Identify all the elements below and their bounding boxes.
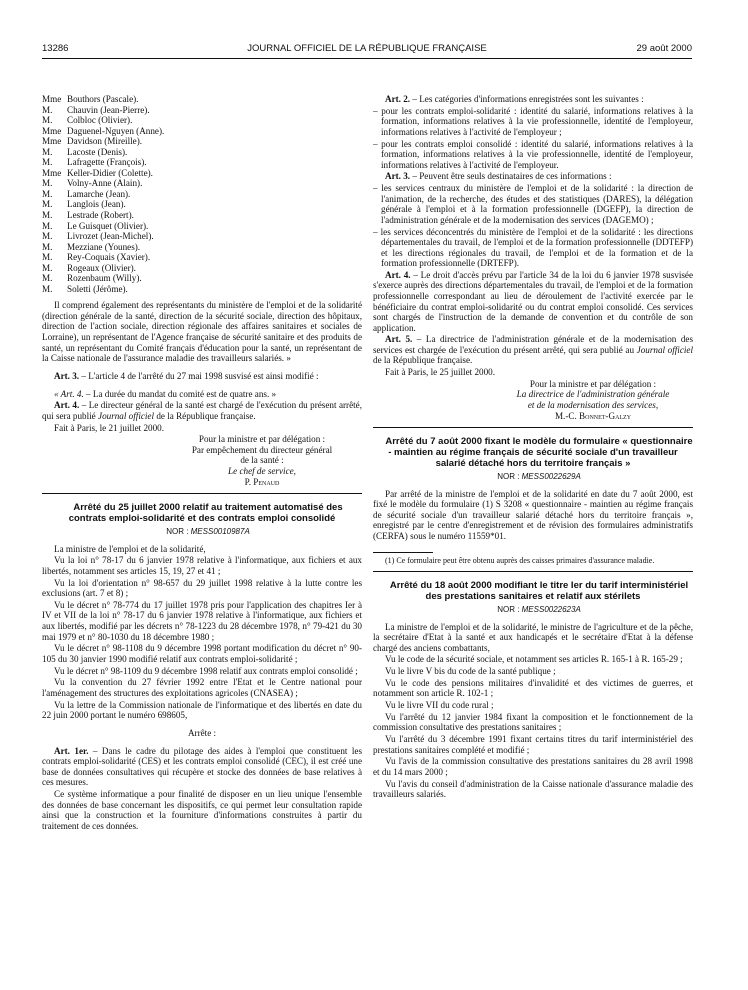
member-name: Lafragette (François). — [67, 157, 147, 168]
member-name: Lestrade (Robert). — [67, 210, 134, 221]
section-divider — [373, 571, 693, 572]
arrete-heading: Arrête : — [187, 727, 217, 738]
member-title: M. — [42, 252, 53, 263]
member-item — [42, 136, 362, 147]
member-item — [42, 147, 362, 158]
member-name: Volny-Anne (Alain). — [67, 178, 143, 189]
footnote: (1) Ce formulaire peut être obtenu auprès des caisses primaires d'assurance maladie. — [385, 555, 655, 565]
member-title: M. — [42, 178, 53, 189]
committee-composition-paragraph: Il comprend également des représentants du ministère de l'emploi et de la solidarité (direction générale de la santé, direction de la sécurité sociale, direction des hôpitaux, direction de l'action sociale, direction régionale des affaires sanitaires et sociales de Lorraine), un représentant de l'Agence française de sécurité sanitaire et des produits de santé, un représentant du Comité français d'éducation pour la santé, un représentant de la Caisse nationale de l'assurance maladie des travailleurs salariés. » — [42, 300, 362, 364]
committee-member-list — [42, 94, 362, 294]
left-column: Mme Bouthors (Pascale). M. Chauvin (Jean-Pierre). M. Colbloc (Olivier). Mme Daguenel-Nguyen (Anne). Mme Davidson (Mireille). M. Lacoste (Denis). M. Lafragette (François). Mme Keller-Didier (Colette). M. Volny-Anne (Alain). M. Lamarche (Jean). M. Langlois (Jean). M. Lestrade (Robert). M. Le Guisquet (Olivier). M. Livrozet (Jean-Michel). M. Mezziane (Younes). M. Rey-Coquais (Xavier). M. Rogeaux (Olivier). M. Rozenbaum (Willy). M. Soletti (Jérôme). Il comprend également des représentants du ministère de l'emploi et de la solidarité (direction générale de la santé, direction de la sécurité sociale, direction des hôpitaux, direction de l'action sociale, direction régionale des affaires sanitaires et sociales de Lorraine), un représentant de l'Agence française de sécurité sanitaire et des produits de santé, un représentant du Comité français d'éducation pour la santé, un représentant de la Caisse nationale de l'assurance maladie des travailleurs salariés. » Art. 3. – L'article 4 de l'arrêté du 27 mai 1998 susvisé est ainsi modifié : « Art. 4. – La durée du mandat du comité est de quatre ans. » Art. 4. – Le directeur général de la santé est chargé de l'exécution du présent arrêté, qui sera publié Journal officiel de la République française. Fait à Paris, le 21 juillet 2000. Pour la ministre et par délégation : Par empêchement du directeur général de la santé : Le chef de service, P. Penaud Arrêté du 25 juillet 2000 relatif au traitement automatisé des contrats emploi-solidarité et des contrats emploi consolidé NOR : MESS0010987A La ministre de l'emploi et de la solidarité, Vu la loi n° 78-17 du 6 janvier 1978 relative à l'informatique, aux fichiers et aux libertés, notamment ses articles 15, 19, 27 et 41 ; Vu la loi d'orientation n° 98-657 du 29 juillet 1998 relative à la lutte contre les exclusions (art. 7 et 8) ; Vu le décret n° 78-774 du 17 juillet 1978 pris pour l'application des chapitres Ier à IV et VII de la loi n° 78-17 du 6 janvier 1978 relative à l'informatique, aux fichiers et aux libertés, modifié par les décrets n° 78-1223 du 28 décembre 1978, n° 79-421 du 30 mai 1979 et n° 80-1030 du 18 décembre 1980 ; Vu le décret n° 98-1108 du 9 décembre 1998 portant modification du décret n° 90-105 du 30 janvier 1990 modifié relatif aux contrats emploi-solidarité ; Vu le décret n° 98-1109 du 9 décembre 1998 relatif aux contrats emploi consolidé ; Vu la convention du 27 février 1992 entre l'Etat et le Centre national pour l'aménagement des structures des exploitations agricoles (CNASEA) ; Vu la lettre de la Commission nationale de l'informatique et des libertés en date du 22 juin 2000 portant le numéro 698605, Arrête : Art. 1er. – Dans le cadre du pilotage des aides à l'emploi que constituent les contrats emploi-solidarité (CES) et les contrats emploi consolidé (CEC), il est créé une base de données consultatives qui récupère et stocke des données de base relatives à ces mesures. Ce système informatique a pour finalité de disposer en un lieu unique l'ensemble des données de base concernant les dispositifs, ce qui permet leur consultation rapide ainsi que la construction et la fourniture d'informations construites à partir du traitement de ces données. — [42, 94, 362, 831]
member-name: Lamarche (Jean). — [67, 188, 131, 199]
member-title: M. — [42, 157, 53, 168]
section-divider — [373, 427, 693, 428]
member-item — [42, 263, 362, 274]
member-title: Mme — [42, 94, 62, 104]
section-divider — [42, 493, 362, 494]
member-item — [42, 210, 362, 221]
member-item — [42, 252, 362, 263]
member-item — [42, 115, 362, 126]
member-name: Bouthors (Pascale). — [67, 94, 139, 104]
member-item — [42, 199, 362, 210]
member-name: Livrozet (Jean-Michel). — [67, 231, 154, 242]
article-4-paragraph: Art. 4. – Le directeur général de la santé est chargé de l'exécution du présent arrêté, qui sera publié Journal officiel de la République française. — [42, 400, 362, 421]
member-title: M. — [42, 199, 53, 210]
member-item — [42, 221, 362, 232]
footnote-rule — [373, 552, 433, 553]
member-title: Mme — [42, 125, 62, 136]
signature-block: Pour la ministre et par délégation : Par empêchement du directeur général de la santé : Le chef de service, P. Penaud — [162, 434, 362, 487]
member-item — [42, 178, 362, 189]
article-label: Art. 4. — [385, 269, 411, 280]
member-title: M. — [42, 115, 53, 126]
member-title: M. — [42, 146, 53, 157]
nor-reference: NOR : MESS0022623A — [497, 605, 581, 615]
member-item — [42, 231, 362, 242]
article-label: Art. 4. — [54, 400, 80, 411]
article-label: « Art. 4. — [54, 388, 84, 399]
member-item — [42, 284, 362, 295]
member-name: Davidson (Mireille). — [67, 136, 143, 147]
article-1-paragraph: Art. 1er. – Dans le cadre du pilotage des aides à l'emploi que constituent les contrats emploi-solidarité (CES) et les contrats emploi consolidé (CEC), il est créé une base de données consultatives qui récupère et stocke des données de base relatives à ces mesures. — [42, 745, 362, 788]
member-name: Le Guisquet (Olivier). — [67, 220, 149, 231]
member-name: Soletti (Jérôme). — [67, 283, 128, 294]
right-column: Art. 2. – Les catégories d'informations enregistrées sont les suivantes : – pour les contrats emploi-solidarité : identité du salarié, informations relatives à la formation, informations relatives à la vie professionnelle, identité de l'employeur, informations relatives à l'activité de l'employeur ; – pour les contrats emploi consolidé : identité du salarié, informations relatives à la formation, informations relatives à la vie professionnelle, identité de l'employeur, informations relatives à l'activité de l'employeur. Art. 3. – Peuvent être seuls destinataires de ces informations : – les services centraux du ministère de l'emploi et de la solidarité : la direction de l'animation, de la recherche, des études et des statistiques (DARES), la délégation générale à l'emploi et à la formation professionnelle (DGEFP), la direction de l'administration générale et de la modernisation des services (DAGEMO) ; – les services déconcentrés du ministère de l'emploi et de la solidarité : les directions départementales du travail, de l'emploi et de la formation professionnelle (DDTEFP) et les directions régionales du travail, de l'emploi et de la formation et de la formation professionnelle (DRTEFP). Art. 4. – Le droit d'accès prévu par l'article 34 de la loi du 6 janvier 1978 susvisée s'exerce auprès des directions départementales du travail, de l'emploi et de la formation professionnelle correspondant au lieu de déroulement de l'activité exercée par le bénéficiaire du contrat emploi-solidarité ou du contrat emploi consolidé. Ces services sont chargés de l'instruction de la demande de convention et du contrôle de son application. Art. 5. – La directrice de l'administration générale et de la modernisation des services est chargée de l'exécution du présent arrêté, qui sera publié au Journal officiel de la République française. Fait à Paris, le 25 juillet 2000. Pour la ministre et par délégation : La directrice de l'administration générale et de la modernisation des services, M.-C. Bonnet-Galzy Arrêté du 7 août 2000 fixant le modèle du formulaire « questionnaire - maintien au régime français de sécurité sociale d'un travailleur salarié détaché hors du territoire français » NOR : MESS0022629A Par arrêté de la ministre de l'emploi et de la solidarité en date du 7 août 2000, est fixé le modèle du formulaire (1) S 3208 « questionnaire - maintien au régime français de sécurité sociale d'un travailleur salarié détaché hors du territoire français », enregistré par le centre d'enregistrement et de révision des formulaires administratifs (CERFA) sous le numéro 11559*01. (1) Ce formulaire peut être obtenu auprès des caisses primaires d'assurance maladie. Arrêté du 18 août 2000 modifiant le titre Ier du tarif interministériel des prestations sanitaires et relatif aux stérilets NOR : MESS0022623A La ministre de l'emploi et de la solidarité, le ministre de l'agriculture et de la pêche, la secrétaire d'Etat à la santé et aux handicapés et le secrétaire d'Etat à la défense chargé des anciens combattants, Vu le code de la sécurité sociale, et notamment ses articles R. 165-1 à R. 165-29 ; Vu le livre V bis du code de la santé publique ; Vu le code des pensions militaires d'invalidité et des victimes de guerres, et notamment son article R. 102-1 ; Vu le livre VII du code rural ; Vu l'arrêté du 12 janvier 1984 fixant la composition et le fonctionnement de la commission consultative des prestations sanitaires ; Vu l'arrêté du 3 décembre 1991 fixant certains titres du tarif interministériel des prestations sanitaires complété et modifié ; Vu l'avis de la commission consultative des prestations sanitaires du 28 avril 1998 et du 14 mars 2000 ; Vu l'avis du conseil d'administration de la Caisse nationale d'assurance maladie des travailleurs salariés. — [373, 94, 693, 800]
article-label: Art. 2. — [385, 94, 411, 104]
article-2-paragraph: Art. 2. – Les catégories d'informations enregistrées sont les suivantes : — [385, 94, 644, 104]
member-title: M. — [42, 241, 53, 252]
nor-reference: NOR : MESS0010987A — [166, 527, 250, 537]
member-item — [42, 273, 362, 284]
member-name: Chauvin (Jean-Pierre). — [67, 104, 150, 115]
member-title: M. — [42, 104, 53, 115]
member-item — [42, 189, 362, 200]
member-title: M. — [42, 220, 53, 231]
member-item — [42, 157, 362, 168]
member-title: M. — [42, 210, 53, 221]
signatory-name: M.-C. Bonnet-Galzy — [554, 410, 632, 421]
article-4-paragraph: Art. 4. – Le droit d'accès prévu par l'article 34 de la loi du 6 janvier 1978 susvisée s'exerce auprès des directions départementales du travail, de l'emploi et de la formation professionnelle correspondant au lieu de déroulement de l'activité exercée par le bénéficiaire du contrat emploi-solidarité ou du contrat emploi consolidé. Ces services sont chargés de l'instruction de la demande de convention et du contrôle de son application. — [373, 269, 693, 333]
article-3-paragraph: Art. 3. – Peuvent être seuls destinataires de ces informations : — [385, 171, 612, 182]
member-item — [42, 105, 362, 116]
member-name: Rogeaux (Olivier). — [67, 262, 136, 273]
article-label: Art. 3. — [54, 370, 80, 381]
article-label: Art. 5. — [385, 334, 413, 345]
member-name: Langlois (Jean). — [67, 199, 126, 210]
signature-place-date: Fait à Paris, le 21 juillet 2000. — [54, 422, 164, 433]
member-name: Mezziane (Younes). — [67, 241, 141, 252]
member-name: Keller-Didier (Colette). — [67, 167, 153, 178]
article-label: Art. 1er. — [54, 745, 89, 756]
decree-title: Arrêté du 25 juillet 2000 relatif au traitement automatisé des contrats emploi-solidarité et des contrats emploi consolidé — [68, 502, 343, 525]
article-3-paragraph: Art. 3. – L'article 4 de l'arrêté du 27 mai 1998 susvisé est ainsi modifié : — [54, 370, 319, 381]
member-name: Rozenbaum (Willy). — [67, 273, 142, 284]
issue-date: 29 août 2000 — [636, 43, 692, 54]
member-title: Mme — [42, 136, 62, 147]
header-rule — [42, 58, 692, 59]
article-5-paragraph: Art. 5. – La directrice de l'administration générale et de la modernisation des services est chargée de l'exécution du présent arrêté, qui sera publié au Journal officiel de la République française. — [373, 334, 693, 366]
member-title: Mme — [42, 167, 62, 178]
member-name: Daguenel-Nguyen (Anne). — [67, 125, 165, 136]
member-title: M. — [42, 283, 53, 294]
member-item — [42, 94, 362, 105]
member-name: Colbloc (Olivier). — [67, 115, 133, 126]
member-item — [42, 168, 362, 179]
article-4-quote: « Art. 4. – La durée du mandat du comité est de quatre ans. » — [54, 388, 277, 399]
member-title: M. — [42, 262, 53, 273]
member-name: Lacoste (Denis). — [67, 146, 128, 157]
journal-title: JOURNAL OFFICIEL DE LA RÉPUBLIQUE FRANÇAISE — [247, 43, 487, 54]
article-label: Art. 3. — [385, 171, 411, 182]
page-number: 13286 — [42, 43, 69, 54]
member-title: M. — [42, 273, 53, 284]
member-item — [42, 242, 362, 253]
decree-title: Arrêté du 7 août 2000 fixant le modèle du formulaire « questionnaire - maintien au régime français de sécurité sociale d'un travailleur salarié détaché hors du territoire français » — [385, 436, 693, 470]
member-item — [42, 126, 362, 137]
signature-place-date: Fait à Paris, le 25 juillet 2000. — [385, 367, 495, 378]
page-header — [42, 43, 692, 57]
member-title: M. — [42, 188, 53, 199]
member-name: Rey-Coquais (Xavier). — [67, 252, 151, 263]
decree-title: Arrêté du 18 août 2000 modifiant le titre Ier du tarif interministériel des prestations sanitaires et relatif aux stérilets — [389, 580, 689, 603]
member-title: M. — [42, 231, 53, 242]
nor-reference: NOR : MESS0022629A — [497, 472, 581, 482]
signature-block: Pour la ministre et par délégation : La directrice de l'administration générale et de la modernisation des services, M.-C. Bonnet-Galzy — [493, 379, 693, 421]
signatory-name: P. Penaud — [244, 476, 280, 487]
